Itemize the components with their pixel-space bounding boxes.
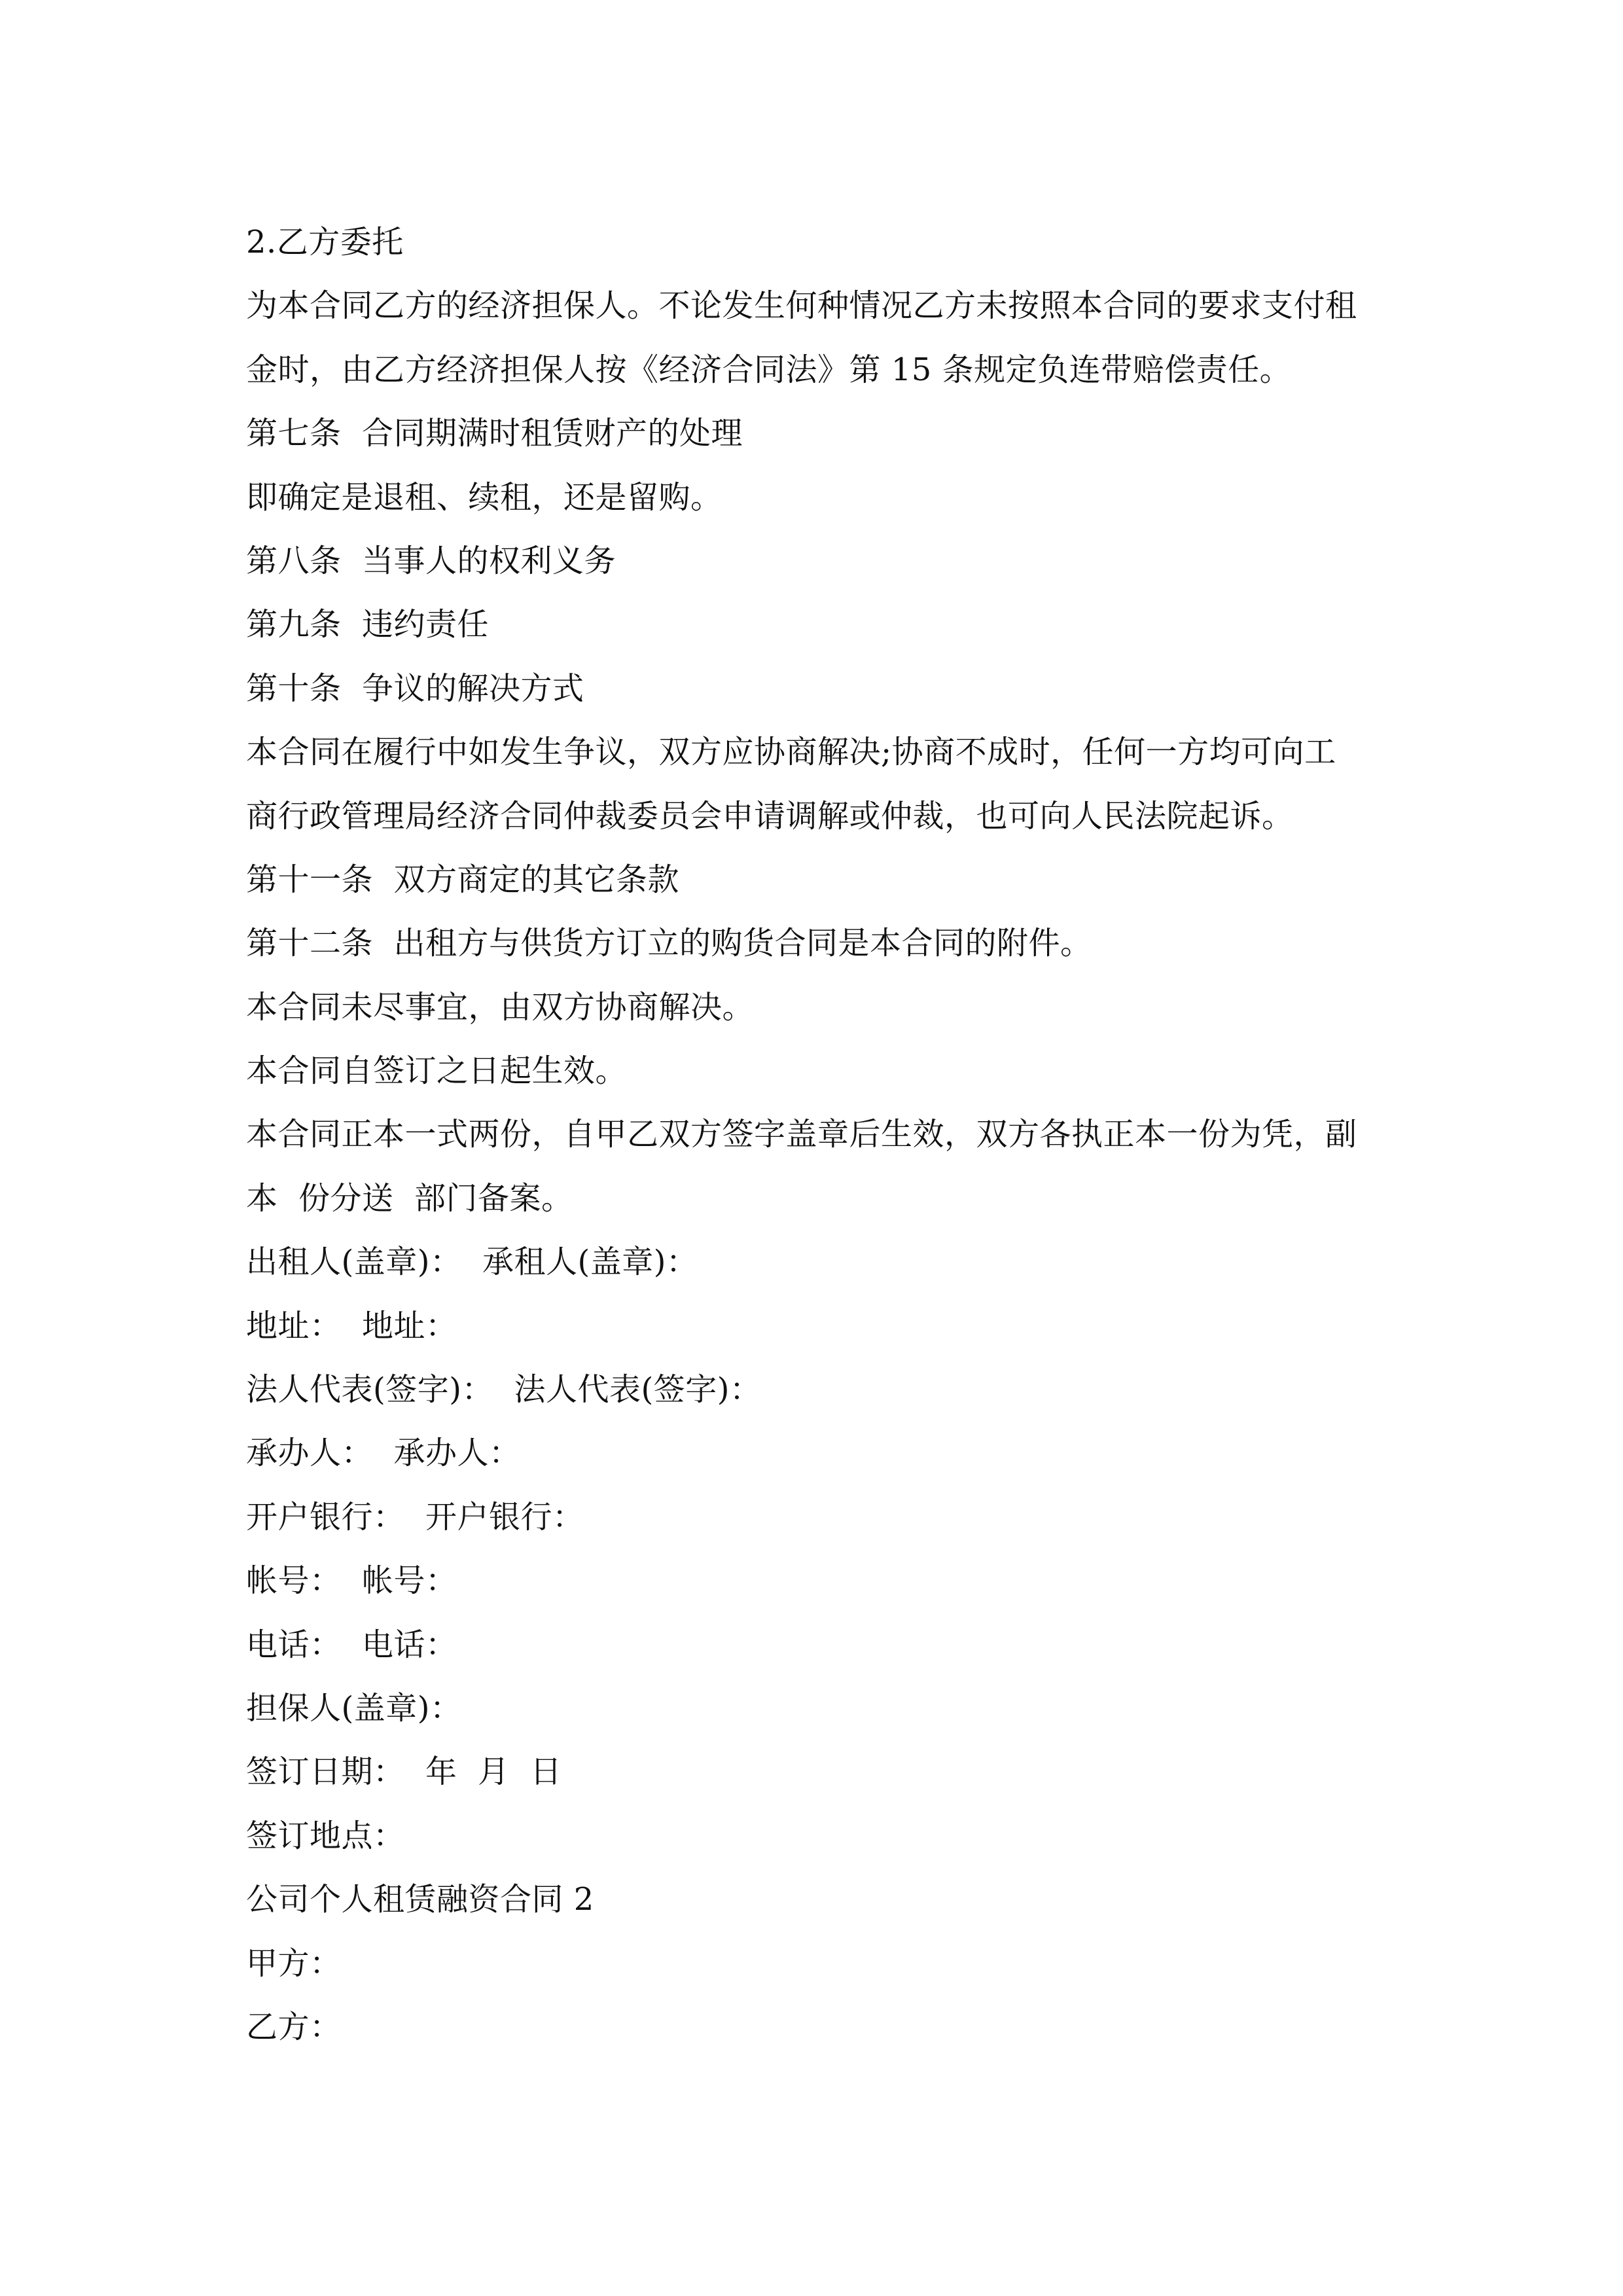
clause-text: 为本合同乙方的经济担保人。不论发生何种情况乙方未按照本合同的要求支付租 [246,287,1357,325]
clause-text: 本合同未尽事宜，由双方协商解决。 [246,988,755,1026]
article-heading: 第十条 争议的解决方式 [246,670,584,707]
signature-field: 承办人： 承办人： [246,1435,521,1472]
clause-text: 本合同正本一式两份，自甲乙双方签字盖章后生效，双方各执正本一份为凭，副 [246,1116,1357,1153]
party-field: 甲方： [246,1945,342,1982]
article-heading: 第十二条 出租方与供货方订立的购货合同是本合同的附件。 [246,925,1092,962]
signature-field: 开户银行： 开户银行： [246,1498,584,1535]
clause-text: 本合同在履行中如发生争议，双方应协商解决;协商不成时，任何一方均可向工 [246,734,1336,771]
clause-text: 本 份分送 部门备案。 [246,1179,573,1217]
document-body [246,211,1398,2059]
contract-title: 公司个人租赁融资合同 2 [246,1881,594,1918]
signature-field: 担保人(盖章)： [246,1689,462,1727]
signature-field: 帐号： 帐号： [246,1562,457,1600]
signature-field: 签订日期： 年 月 日 [246,1753,562,1791]
clause-text: 本合同自签订之日起生效。 [246,1052,628,1090]
signature-field: 出租人(盖章)： 承租人(盖章)： [246,1244,698,1281]
signature-field: 地址： 地址： [246,1307,457,1344]
signature-field: 电话： 电话： [246,1626,457,1663]
party-field: 乙方： [246,2008,342,2045]
article-heading: 第八条 当事人的权利义务 [246,542,616,579]
article-heading: 第九条 违约责任 [246,606,490,643]
clause-text: 即确定是退租、续租，还是留购。 [246,478,722,516]
clause-text: 金时，由乙方经济担保人按《经济合同法》第 15 条规定负连带赔偿责任。 [246,351,1292,388]
article-heading: 第十一条 双方商定的其它条款 [246,861,680,898]
clause-text: 商行政管理局经济合同仲裁委员会申请调解或仲裁，也可向人民法院起诉。 [246,797,1294,834]
article-heading: 第七条 合同期满时租赁财产的处理 [246,415,743,452]
signature-field: 法人代表(签字)： 法人代表(签字)： [246,1371,762,1408]
clause-text: 2.乙方委托 [246,224,404,260]
signature-field: 签订地点： [246,1817,405,1854]
